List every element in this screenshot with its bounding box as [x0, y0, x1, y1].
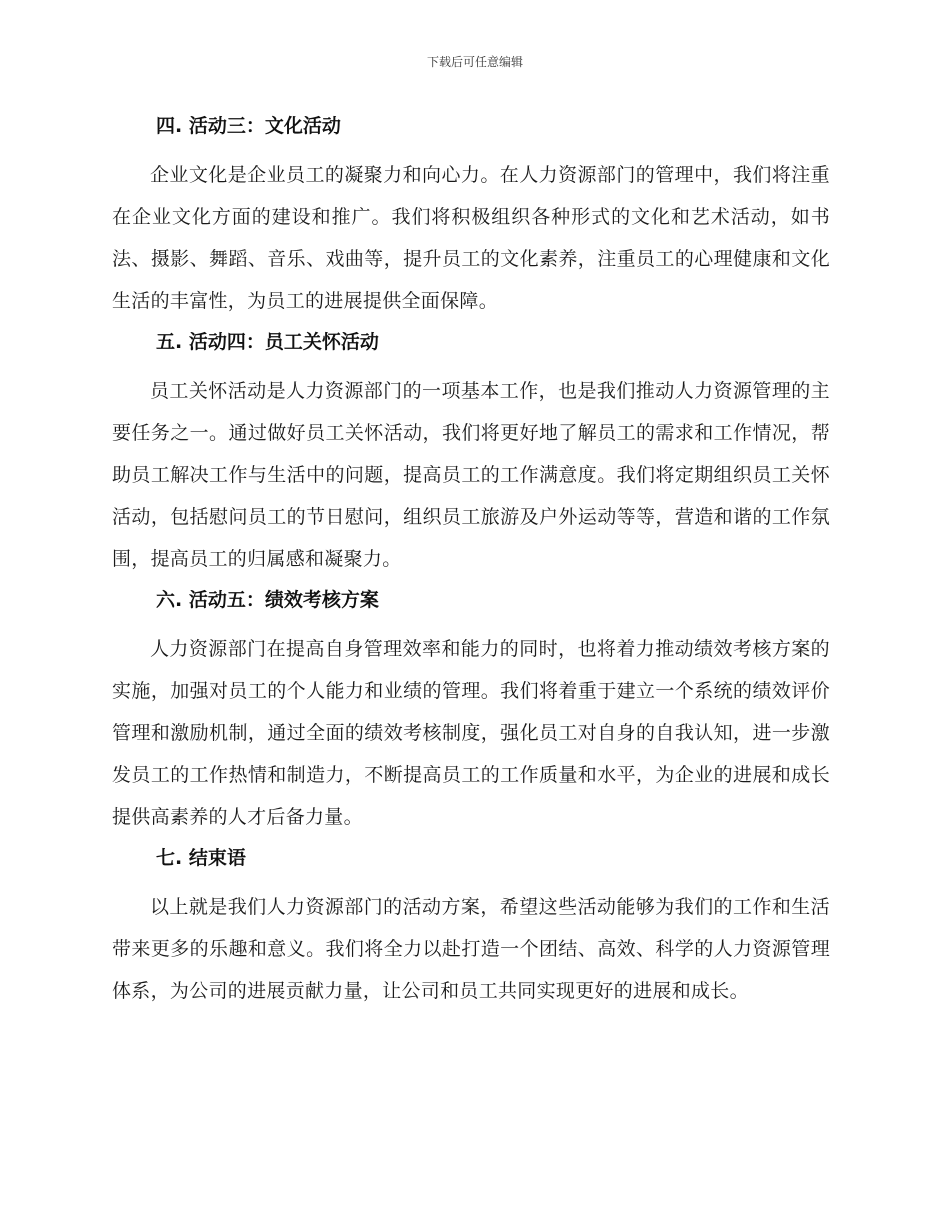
section-performance-appraisal: [112, 586, 830, 838]
section-paragraph: 企业文化是企业员工的凝聚力和向心力。在人力资源部门的管理中，我们将注重在企业文化方面的建设和推广。我们将积极组织各种形式的文化和艺术活动，如书法、摄影、舞蹈、音乐、戏曲等，提升员工的文化素养，注重员工的心理健康和文化生活的丰富性，为员工的进展提供全面保障。: [112, 164, 830, 312]
section-employee-care-activity: [112, 328, 830, 580]
section-heading: 七. 结束语: [156, 847, 246, 869]
section-paragraph: 以上就是我们人力资源部门的活动方案，希望这些活动能够为我们的工作和生活带来更多的乐趣和意义。我们将全力以赴打造一个团结、高效、科学的人力资源管理体系，为公司的进展贡献力量，让公司和员工共同实现更好的进展和成长。: [112, 896, 830, 1002]
page-header-note: 下载后可任意编辑: [426, 55, 523, 69]
section-conclusion: [112, 844, 830, 1012]
section-heading: 五. 活动四：员工关怀活动: [156, 331, 379, 353]
section-paragraph: 人力资源部门在提高自身管理效率和能力的同时，也将着力推动绩效考核方案的实施，加强对员工的个人能力和业绩的管理。我们将着重于建立一个系统的绩效评价管理和激励机制，通过全面的绩效考核制度，强化员工对自身的自我认知，进一步激发员工的工作热情和制造力，不断提高员工的工作质量和水平，为企业的进展和成长提供高素养的人才后备力量。: [112, 638, 830, 828]
section-culture-activity: [112, 112, 830, 322]
section-heading: 六. 活动五：绩效考核方案: [156, 589, 379, 611]
document-body: [112, 106, 830, 1018]
section-paragraph: 员工关怀活动是人力资源部门的一项基本工作，也是我们推动人力资源管理的主要任务之一。通过做好员工关怀活动，我们将更好地了解员工的需求和工作情况，帮助员工解决工作与生活中的问题，提高员工的工作满意度。我们将定期组织员工关怀活动，包括慰问员工的节日慰问，组织员工旅游及户外运动等等，营造和谐的工作氛围，提高员工的归属感和凝聚力。: [112, 380, 830, 570]
section-heading: 四. 活动三：文化活动: [156, 115, 341, 137]
